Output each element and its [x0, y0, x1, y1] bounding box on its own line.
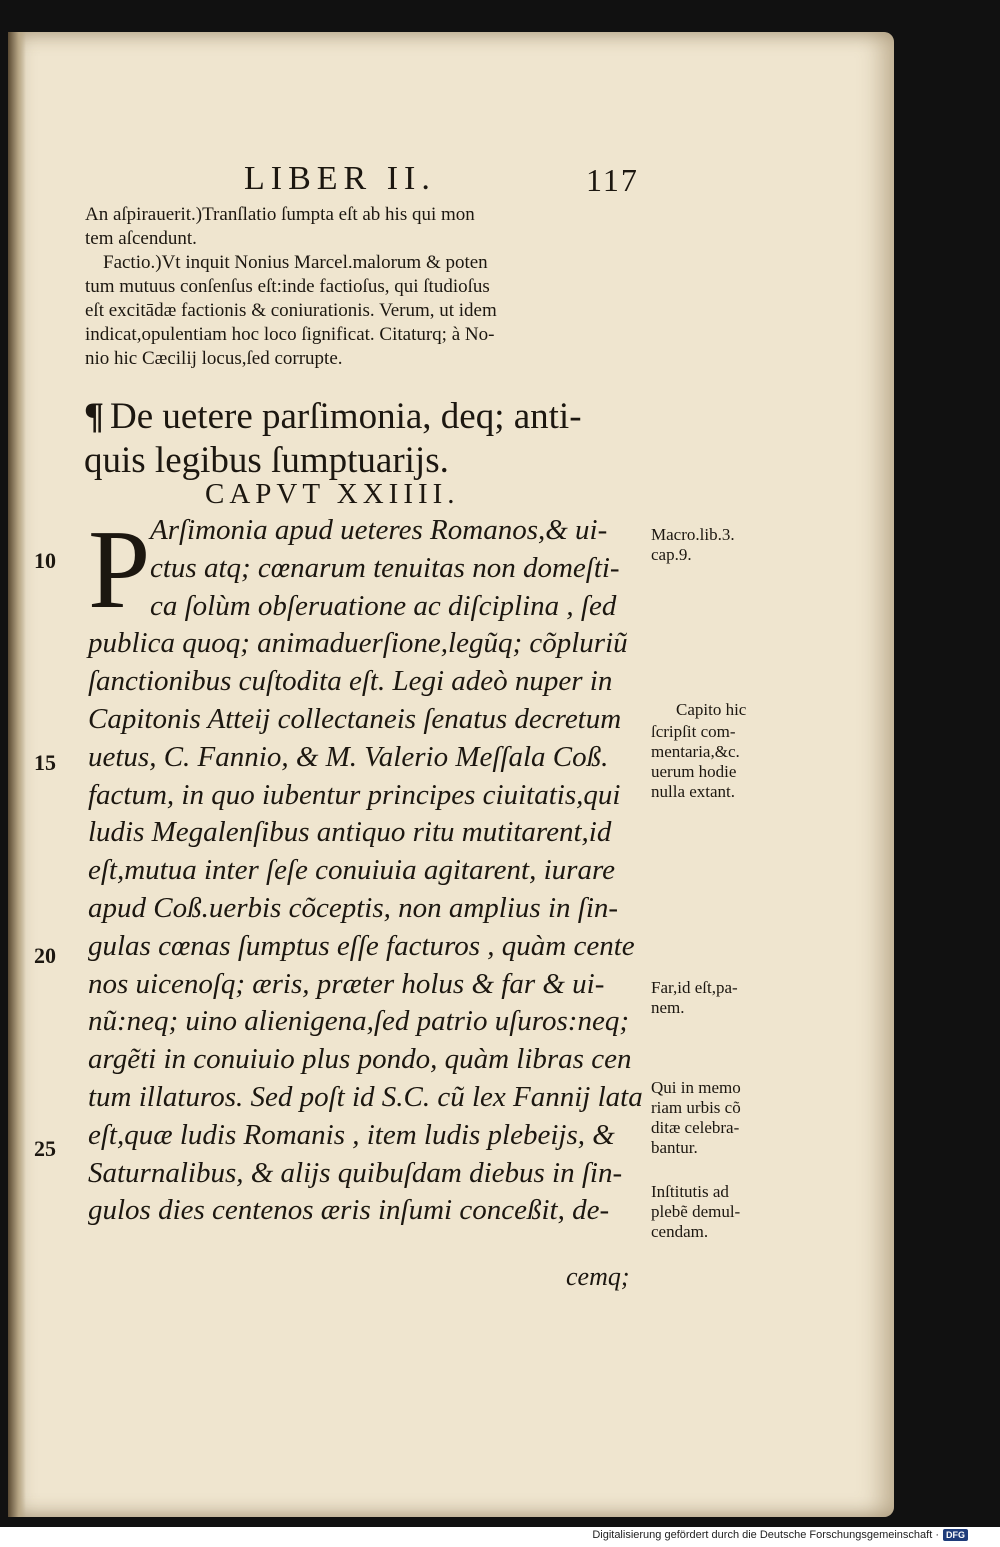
page-number: 117 — [586, 162, 639, 198]
body-line: ſanctionibus cuſtodita eſt. Legi adeò nuper in — [88, 665, 613, 698]
body-line: uetus, C. Fannio, & M. Valerio Meſſala Coß. — [88, 740, 609, 773]
body-line: Arſimonia apud ueteres Romanos,& ui- — [150, 514, 608, 546]
marginal-line: ditæ celebra- — [651, 1118, 740, 1137]
body-line: factum, in quo iubentur principes ciuitatis,qui — [88, 778, 621, 811]
marginal-line: plebẽ demul- — [651, 1202, 741, 1221]
marginal-line: nulla extant. — [651, 782, 736, 801]
body-line: ca ſolùm obſeruatione ac diſciplina , ſed — [150, 589, 617, 622]
marginal-line: uerum hodie — [651, 762, 737, 781]
body-line: eſt,quæ ludis Romanis , item ludis plebeijs, & — [88, 1118, 615, 1151]
body-line: nũ:neq; uino alienigena,ſed patrio uſuros:neq; — [88, 1005, 629, 1038]
marginal-note — [651, 978, 801, 1018]
note-line: An aſpirauerit.)Tranſlatio ſumpta eſt ab his qui mon — [85, 204, 475, 225]
body-line: gulas cœnas ſumptus eſſe facturos , quàm cente — [88, 929, 635, 962]
marginal-line: ſcripſit com- — [651, 722, 736, 741]
body-line: publica quoq; animaduerſione,legũq; cõpluriũ — [88, 627, 628, 660]
marginal-note — [651, 1078, 801, 1158]
footer-text: Digitalisierung gefördert durch die Deutsche Forschungsgemeinschaft · — [592, 1529, 939, 1541]
body-line: gulos dies centenos æris inſumi conceßit, de- — [88, 1194, 610, 1227]
line-number: 15 — [34, 750, 56, 775]
body-line: apud Coß.uerbis cõceptis, non amplius in ſin- — [88, 891, 619, 924]
pilcrow-mark: ¶ — [84, 396, 104, 437]
line-number: 25 — [34, 1136, 56, 1161]
marginal-line: cap.9. — [651, 545, 692, 564]
catchword: cemq; — [566, 1262, 630, 1291]
marginal-line: bantur. — [651, 1138, 698, 1157]
note-line: Factio.)Vt inquit Nonius Marcel.malorum & poten — [103, 252, 488, 273]
marginal-line: Capito hic — [676, 700, 747, 719]
chapter-heading: CAPVT XXIIII. — [205, 478, 460, 510]
body-text — [88, 508, 643, 1230]
note-line: indicat,opulentiam hoc loco ſignificat. Citaturq; à No- — [85, 324, 495, 345]
note-line: tem aſcendunt. — [85, 228, 197, 249]
drop-capital: P — [88, 508, 151, 632]
marginal-line: Far,id eſt,pa- — [651, 978, 738, 997]
marginal-line: nem. — [651, 998, 685, 1017]
section-title-line: quis legibus ſumptuarijs. — [84, 440, 449, 481]
marginal-note — [651, 1182, 801, 1242]
marginal-line: Qui in memo — [651, 1078, 741, 1097]
body-line: Capitonis Atteij collectaneis ſenatus decretum — [88, 702, 622, 735]
body-line: tum illaturos. Sed poſt id S.C. cũ lex Fannij lata — [88, 1080, 643, 1113]
marginal-line: Inſtitutis ad — [651, 1182, 729, 1201]
note-line: eſt excitādæ factionis & coniurationis. Verum, ut idem — [85, 300, 497, 321]
body-line: ctus atq; cœnarum tenuitas non domeſti- — [150, 551, 620, 584]
line-number: 20 — [34, 943, 56, 968]
marginal-note — [651, 722, 801, 802]
marginal-line: Macro.lib.3. — [651, 525, 735, 544]
marginal-line: riam urbis cõ — [651, 1098, 741, 1117]
commentary-notes — [85, 203, 655, 371]
marginal-note — [651, 525, 801, 565]
body-line: ludis Megalenſibus antiquo ritu mutitarent,id — [88, 816, 612, 849]
body-line: argẽti in conuiuio plus pondo, quàm libras cen — [88, 1043, 632, 1076]
dfg-logo-icon: DFG — [943, 1529, 968, 1541]
section-title — [84, 395, 644, 483]
marginal-line: mentaria,&c. — [651, 742, 740, 761]
note-line: nio hic Cæcilij locus,ſed corrupte. — [85, 348, 343, 369]
body-line: eſt,mutua inter ſeſe conuiuia agitarent, iurare — [88, 854, 616, 887]
page-gutter — [8, 32, 26, 1517]
marginal-line: cendam. — [651, 1222, 709, 1241]
note-line: tum mutuus conſenſus eſt:inde factioſus, qui ſtudioſus — [85, 276, 490, 297]
footer-credit — [592, 1529, 968, 1541]
body-line: Saturnalibus, & alijs quibuſdam diebus in ſin- — [88, 1156, 623, 1189]
running-head: LIBER II. — [244, 160, 436, 197]
body-line: nos uicenoſq; æris, præter holus & far & ui- — [88, 967, 605, 1000]
marginal-note — [676, 700, 826, 720]
section-title-line: De uetere parſimonia, deq; anti- — [109, 396, 582, 437]
line-number: 10 — [34, 548, 56, 573]
